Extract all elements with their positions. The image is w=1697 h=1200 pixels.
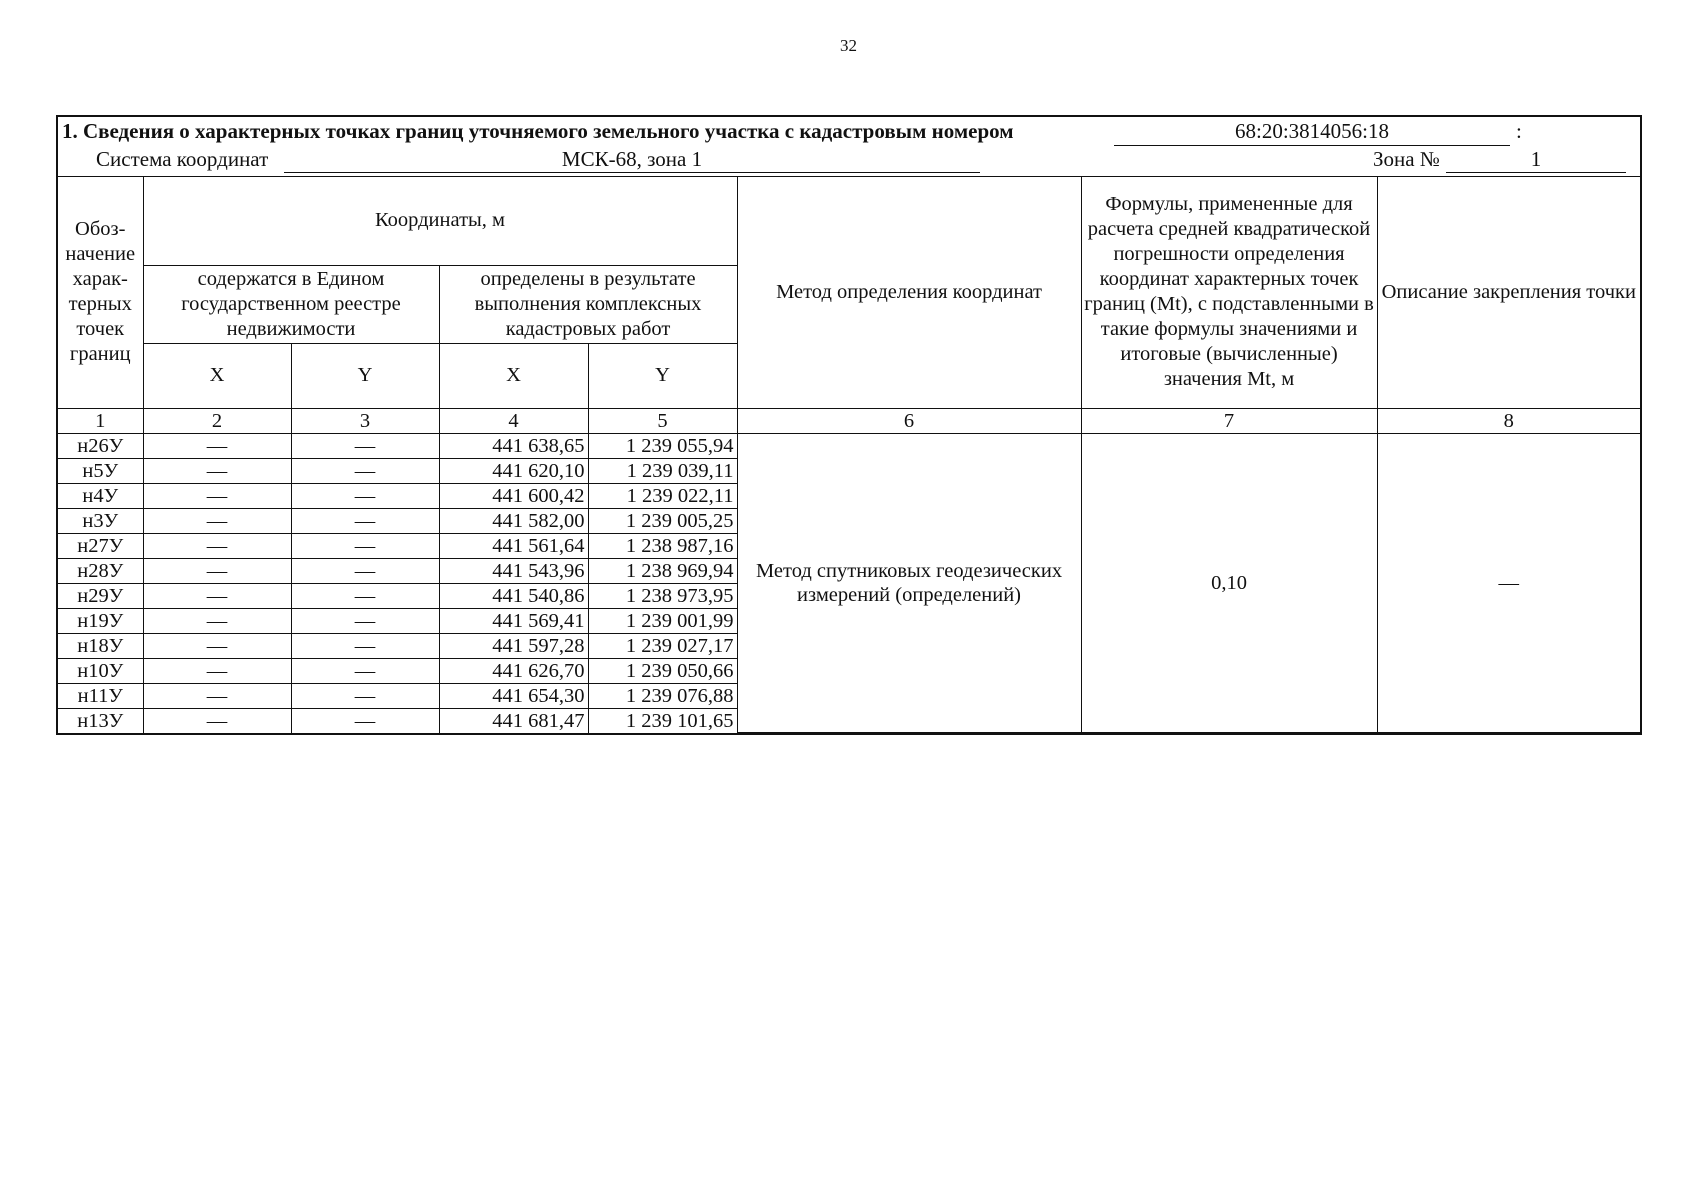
y-cell: 1 239 039,11 (588, 458, 737, 483)
cadastral-points-form (56, 115, 1642, 735)
egrn-y-cell: — (291, 558, 439, 583)
header-kkr-y: Y (588, 343, 737, 408)
y-cell: 1 239 055,94 (588, 433, 737, 458)
header-egrn-y: Y (291, 343, 439, 408)
y-cell: 1 238 969,94 (588, 558, 737, 583)
egrn-y-cell: — (291, 508, 439, 533)
point-cell: н28У (58, 558, 143, 583)
egrn-y-cell: — (291, 483, 439, 508)
header-description: Описание закрепления точки (1377, 177, 1640, 408)
egrn-x-cell: — (143, 633, 291, 658)
table-row (58, 433, 1640, 458)
description-cell: — (1377, 433, 1640, 733)
point-cell: н4У (58, 483, 143, 508)
section-title: 1. Сведения о характерных точках границ уточняемого земельного участка с кадастровым номером (62, 119, 1014, 143)
header-coordinates: Координаты, м (143, 177, 737, 265)
x-cell: 441 543,96 (439, 558, 588, 583)
egrn-y-cell: — (291, 608, 439, 633)
header-kkr-x: X (439, 343, 588, 408)
egrn-x-cell: — (143, 583, 291, 608)
x-cell: 441 597,28 (439, 633, 588, 658)
column-number: 1 (58, 408, 143, 433)
point-cell: н3У (58, 508, 143, 533)
header-formulas: Формулы, примененные для расчета средней квадратической погрешности определения координат характерных точек границ (Mt), с подставленными в такие формулы значениями и итоговые (вычисленные) значения Mt, м (1081, 177, 1377, 408)
y-cell: 1 239 076,88 (588, 683, 737, 708)
column-number: 5 (588, 408, 737, 433)
egrn-x-cell: — (143, 683, 291, 708)
point-cell: н29У (58, 583, 143, 608)
x-cell: 441 638,65 (439, 433, 588, 458)
egrn-y-cell: — (291, 583, 439, 608)
egrn-x-cell: — (143, 708, 291, 733)
column-number: 3 (291, 408, 439, 433)
egrn-y-cell: — (291, 533, 439, 558)
egrn-x-cell: — (143, 533, 291, 558)
zone-label: Зона № (1373, 147, 1440, 171)
point-cell: н27У (58, 533, 143, 558)
egrn-x-cell: — (143, 483, 291, 508)
y-cell: 1 239 022,11 (588, 483, 737, 508)
header-method: Метод определения координат (737, 177, 1081, 408)
x-cell: 441 540,86 (439, 583, 588, 608)
column-number: 4 (439, 408, 588, 433)
point-cell: н10У (58, 658, 143, 683)
point-cell: н26У (58, 433, 143, 458)
egrn-y-cell: — (291, 458, 439, 483)
coord-system-value: МСК-68, зона 1 (284, 147, 980, 173)
x-cell: 441 561,64 (439, 533, 588, 558)
egrn-y-cell: — (291, 433, 439, 458)
point-cell: н18У (58, 633, 143, 658)
header-designation: Обоз- начение харак- терных точек границ (58, 177, 143, 408)
egrn-x-cell: — (143, 508, 291, 533)
header-kkr: определены в результате выполнения комплексных кадастровых работ (439, 265, 737, 343)
header-egrn: содержатся в Едином государственном реестре недвижимости (143, 265, 439, 343)
y-cell: 1 239 005,25 (588, 508, 737, 533)
column-number: 2 (143, 408, 291, 433)
egrn-x-cell: — (143, 433, 291, 458)
egrn-y-cell: — (291, 708, 439, 733)
header-egrn-x: X (143, 343, 291, 408)
egrn-x-cell: — (143, 458, 291, 483)
coord-system-label: Система координат (96, 147, 269, 171)
egrn-y-cell: — (291, 658, 439, 683)
x-cell: 441 654,30 (439, 683, 588, 708)
y-cell: 1 239 101,65 (588, 708, 737, 733)
point-cell: н11У (58, 683, 143, 708)
x-cell: 441 582,00 (439, 508, 588, 533)
y-cell: 1 239 050,66 (588, 658, 737, 683)
point-cell: н5У (58, 458, 143, 483)
egrn-x-cell: — (143, 658, 291, 683)
y-cell: 1 238 987,16 (588, 533, 737, 558)
point-cell: н13У (58, 708, 143, 733)
column-number: 8 (1377, 408, 1640, 433)
column-number-row (58, 408, 1640, 433)
x-cell: 441 569,41 (439, 608, 588, 633)
egrn-x-cell: — (143, 558, 291, 583)
title-colon: : (1516, 119, 1522, 143)
cadastral-number: 68:20:3814056:18 (1114, 119, 1510, 146)
zone-value: 1 (1446, 147, 1626, 173)
y-cell: 1 239 001,99 (588, 608, 737, 633)
page-number: 32 (840, 36, 857, 55)
x-cell: 441 681,47 (439, 708, 588, 733)
y-cell: 1 239 027,17 (588, 633, 737, 658)
y-cell: 1 238 973,95 (588, 583, 737, 608)
point-cell: н19У (58, 608, 143, 633)
column-number: 6 (737, 408, 1081, 433)
x-cell: 441 626,70 (439, 658, 588, 683)
x-cell: 441 620,10 (439, 458, 588, 483)
egrn-x-cell: — (143, 608, 291, 633)
mt-cell: 0,10 (1081, 433, 1377, 733)
x-cell: 441 600,42 (439, 483, 588, 508)
form-header (58, 117, 1640, 177)
column-number: 7 (1081, 408, 1377, 433)
egrn-y-cell: — (291, 683, 439, 708)
points-table (58, 177, 1640, 733)
method-cell: Метод спутниковых геодезических измерений (определений) (737, 433, 1081, 733)
egrn-y-cell: — (291, 633, 439, 658)
